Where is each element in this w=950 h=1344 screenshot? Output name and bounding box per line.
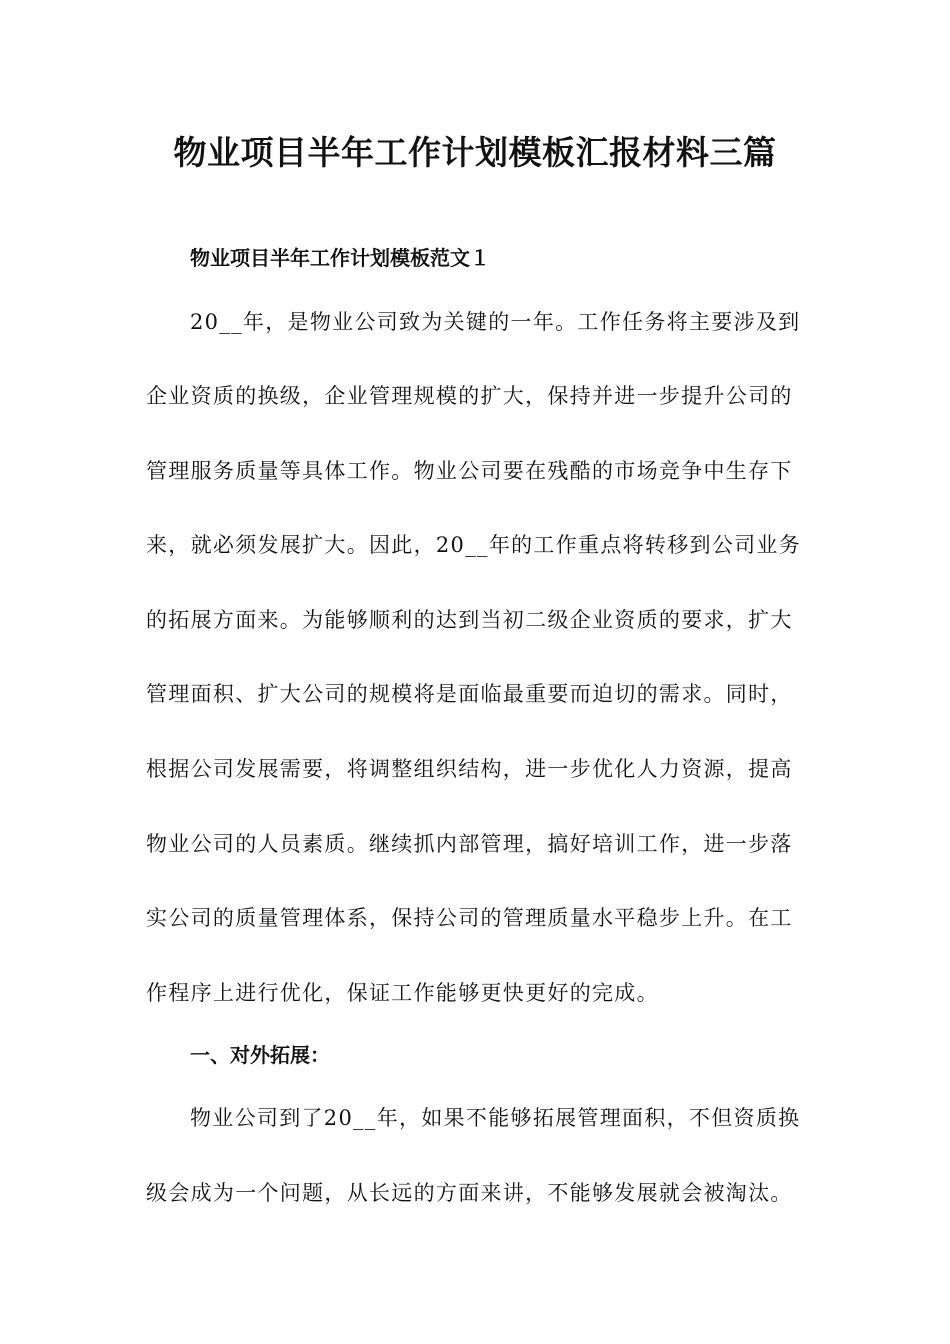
paragraph-line: 管理服务质量等具体工作。物业公司要在残酷的市场竞争中生存下 [146,459,793,483]
paragraph-line: 根据公司发展需要，将调整组织结构，进一步优化人力资源，提高 [146,757,793,781]
paragraph-line: 物业公司到了20__年，如果不能够拓展管理面积，不但资质换 [190,1106,801,1130]
document-title: 物业项目半年工作计划模板汇报材料三篇 [173,133,777,172]
paragraph-line: 20__年，是物业公司致为关键的一年。工作任务将主要涉及到 [190,310,801,334]
paragraph-line: 企业资质的换级，企业管理规模的扩大，保持并进一步提升公司的 [146,384,793,408]
paragraph-line: 实公司的质量管理体系，保持公司的管理质量水平稳步上升。在工 [146,906,793,930]
section-heading-external-expansion: 一、对外拓展： [190,1043,330,1067]
paragraph-line: 作程序上进行优化，保证工作能够更快更好的完成。 [146,981,659,1005]
section-heading-template-1: 物业项目半年工作计划模板范文１ [190,246,490,270]
paragraph-line: 来，就必须发展扩大。因此，20__年的工作重点将转移到公司业务 [146,533,802,557]
paragraph-line: 管理面积、扩大公司的规模将是面临最重要而迫切的需求。同时， [146,682,793,706]
paragraph-line: 物业公司的人员素质。继续抓内部管理，搞好培训工作，进一步落 [146,832,793,856]
paragraph-line: 级会成为一个问题，从长远的方面来讲，不能够发展就会被淘汰。 [146,1181,793,1205]
paragraph-line: 的拓展方面来。为能够顺利的达到当初二级企业资质的要求，扩大 [146,608,793,632]
